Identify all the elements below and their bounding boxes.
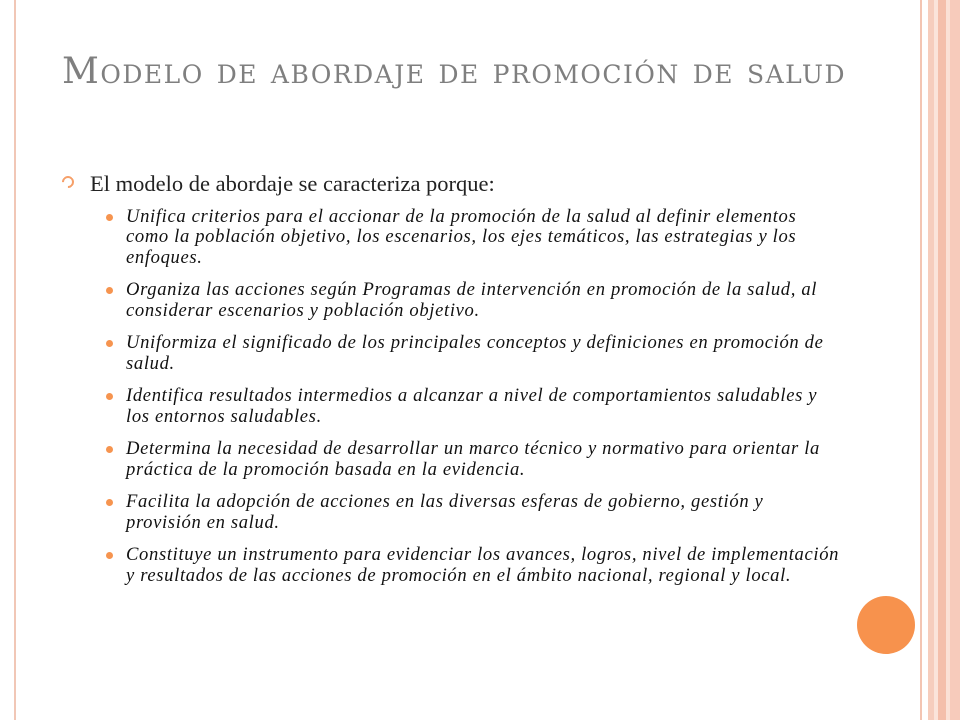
slide-content: [62, 170, 842, 598]
accent-circle-decoration: [857, 596, 915, 654]
list-item: [102, 545, 842, 586]
lead-paragraph: [62, 170, 842, 197]
left-border-line: [14, 0, 16, 720]
list-item: [102, 386, 842, 427]
dot-bullet-icon: [106, 214, 113, 221]
list-item: [102, 333, 842, 374]
dot-bullet-icon: [106, 446, 113, 453]
circle-arc-bullet-icon: [60, 174, 77, 191]
right-band-stripe: [950, 0, 960, 720]
list-item-text: Organiza las acciones según Programas de intervención en promoción de la salud, al considerar escenarios y población objetivo.: [126, 279, 818, 321]
list-item-text: Unifica criterios para el accionar de la promoción de la salud al definir elementos como la población objetivo, los escenarios, los ejes temáticos, las estrategias y los enfoques.: [126, 206, 797, 268]
list-item: [102, 439, 842, 480]
dot-bullet-icon: [106, 499, 113, 506]
slide-title: Modelo de abordaje de promoción de salud: [62, 51, 847, 92]
list-item: [102, 280, 842, 321]
list-item-text: Determina la necesidad de desarrollar un marco técnico y normativo para orientar la práctica de la promoción basada en la evidencia.: [126, 438, 820, 480]
right-band-line: [920, 0, 922, 720]
list-item-text: Constituye un instrumento para evidenciar los avances, logros, nivel de implementación y resultados de las acciones de promoción en el ámbito nacional, regional y local.: [126, 544, 840, 586]
dot-bullet-icon: [106, 552, 113, 559]
dot-bullet-icon: [106, 287, 113, 294]
lead-text: El modelo de abordaje se caracteriza porque:: [90, 171, 495, 196]
list-item: [102, 492, 842, 533]
list-item-text: Facilita la adopción de acciones en las diversas esferas de gobierno, gestión y provisión en salud.: [126, 491, 764, 533]
list-item-text: Uniformiza el significado de los principales conceptos y definiciones en promoción de salud.: [126, 332, 824, 374]
bullet-list: [62, 207, 842, 586]
right-band-stripe: [938, 0, 946, 720]
dot-bullet-icon: [106, 340, 113, 347]
dot-bullet-icon: [106, 393, 113, 400]
list-item-text: Identifica resultados intermedios a alcanzar a nivel de comportamientos saludables y los entornos saludables.: [126, 385, 818, 427]
list-item: [102, 207, 842, 268]
